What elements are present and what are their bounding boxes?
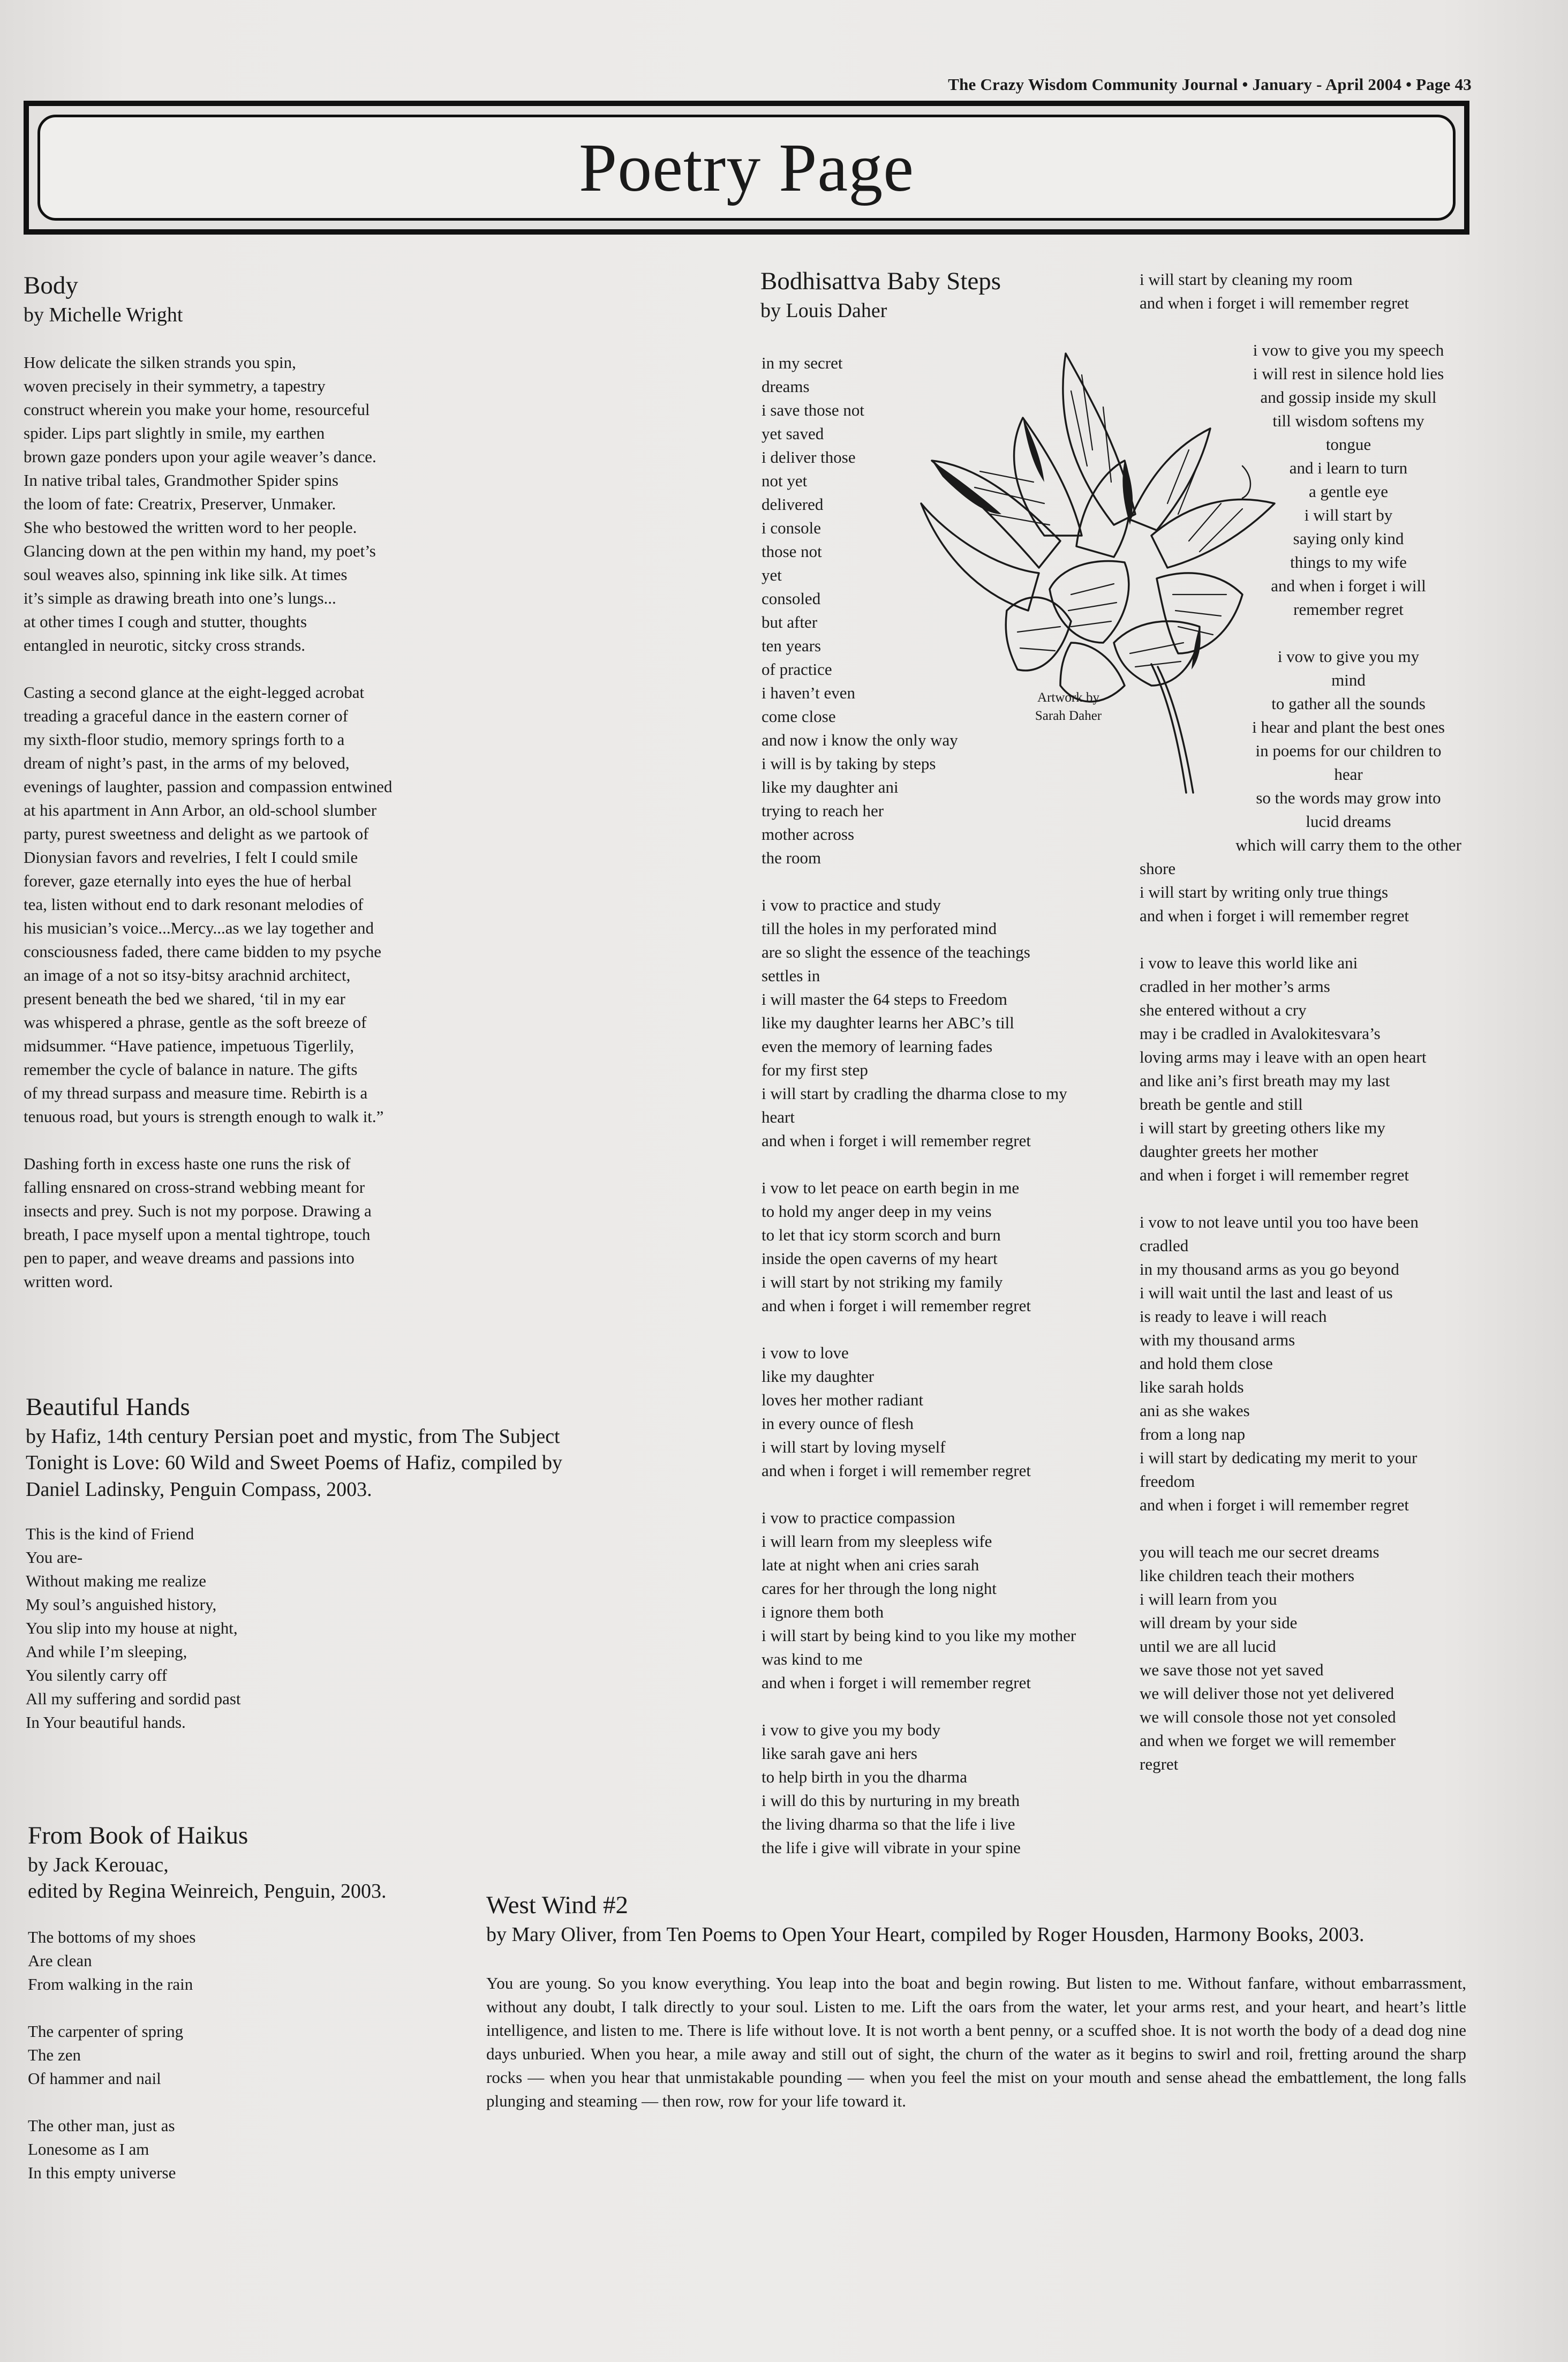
poem-line: and hold them close [1140, 1354, 1273, 1373]
poem-line: i will wait until the last and least of us [1140, 1283, 1393, 1302]
poem-line: i will start by [1304, 506, 1393, 524]
stanza-break [762, 1153, 1136, 1176]
poem-line: Daniel Ladinsky, Penguin Compass, 2003. [26, 1478, 372, 1501]
poem-line: freedom [1140, 1472, 1195, 1491]
poem-line: i will start by writing only true things [1140, 883, 1389, 901]
poem-line: i will start by cleaning my room [1140, 270, 1353, 289]
poem-line: like sarah gave ani hers [762, 1744, 917, 1763]
poem-line: may i be cradled in Avalokitesvara’s [1140, 1024, 1381, 1043]
poem-line: i hear and plant the best ones [1252, 718, 1445, 736]
poem-line: to help birth in you the dharma [762, 1767, 967, 1786]
poem-line: consoled [762, 589, 821, 608]
poem-line: i will start by being kind to you like my mother [762, 1626, 1076, 1645]
poem-line: delivered [762, 495, 824, 514]
poem-line: party, purest sweetness and delight as we partook of [24, 824, 369, 844]
page-title: Poetry Page [579, 129, 914, 206]
poem-line: heart [762, 1108, 795, 1126]
poem-line: she entered without a cry [1140, 1001, 1307, 1019]
poem-line: cradled [1140, 1236, 1189, 1255]
poem-line: and when i forget i will remember regret [1140, 294, 1409, 312]
poem-line: we save those not yet saved [1140, 1660, 1324, 1679]
poem-line: which will carry them to the other [1235, 836, 1461, 854]
poem-author: by Mary Oliver, from Ten Poems to Open Your Heart, compiled by Roger Housden, Harmony Books, 2003. [486, 1923, 1365, 1946]
poem-line: like sarah holds [1140, 1378, 1244, 1396]
poem-title: Beautiful Hands [26, 1393, 190, 1421]
poem-line: i vow to leave this world like ani [1140, 953, 1358, 972]
stanza-break [762, 1483, 1136, 1506]
poem-line: like my daughter ani [762, 778, 899, 796]
poem-line: not yet [762, 471, 808, 490]
poem-line: and when i forget i will remember regret [1140, 1165, 1409, 1184]
poem-line: with my thousand arms [1140, 1330, 1295, 1349]
poem-line: and now i know the only way [762, 731, 958, 749]
stanza-break [1140, 1517, 1525, 1540]
poem-line: evenings of laughter, passion and compassion entwined [24, 777, 393, 796]
poem-line: And while I’m sleeping, [26, 1642, 187, 1661]
poem-line: i will start by not striking my family [762, 1273, 1003, 1291]
poem-line: i haven’t even [762, 683, 856, 702]
poem-line: saying only kind [1293, 529, 1404, 548]
poem-line: falling ensnared on cross-strand webbing meant for [24, 1178, 365, 1197]
poem-line: pen to paper, and weave dreams and passions into [24, 1248, 355, 1268]
poem-line: The zen [28, 2045, 81, 2064]
poem-book-of-haikus [28, 1821, 456, 2185]
poem-line: i vow to give you my speech [1253, 341, 1444, 359]
poem-line: my sixth-floor studio, memory springs forth to a [24, 730, 345, 749]
poem-line: i ignore them both [762, 1603, 884, 1621]
poem-line: Lonesome as I am [28, 2139, 149, 2158]
poem-line: those not [762, 542, 822, 561]
poem-line: i will do this by nurturing in my breath [762, 1791, 1020, 1810]
poem-line: and when we forget we will remember [1140, 1731, 1396, 1750]
poem-line: and when i forget i will remember regret [1140, 906, 1409, 925]
poem-line: Dashing forth in excess haste one runs the risk of [24, 1154, 351, 1174]
poem-line: you will teach me our secret dreams [1140, 1543, 1379, 1561]
stanza-break [1140, 928, 1525, 951]
stanza-break [1198, 621, 1498, 645]
poem-line: settles in [762, 966, 820, 985]
poem-line: ten years [762, 636, 821, 655]
poem-line: edited by Regina Weinreich, Penguin, 2003. [28, 1880, 387, 1903]
poem-title: Bodhisattva Baby Steps [760, 267, 1001, 295]
poem-line: i will start by greeting others like my [1140, 1118, 1385, 1137]
stanza-break [762, 1695, 1136, 1718]
poem-line: and when i forget i will remember regret [762, 1131, 1031, 1150]
poem-line: i save those not [762, 401, 864, 419]
poem-line: construct wherein you make your home, resourceful [24, 400, 370, 419]
poem-line: his musician’s voice...Mercy...as we lay together and [24, 919, 374, 938]
poem-line: so the words may grow into [1256, 788, 1441, 807]
poem-line: was whispered a phrase, gentle as the soft breeze of [24, 1013, 367, 1032]
poem-line: by Jack Kerouac, [28, 1854, 169, 1877]
poem-lines-centered [1140, 338, 1498, 857]
poem-line: present beneath the bed we shared, ‘til in my ear [24, 989, 345, 1009]
poem-line: All my suffering and sordid past [26, 1689, 241, 1709]
poem-line: late at night when ani cries sarah [762, 1555, 979, 1574]
poem-line: to let that icy storm scorch and burn [762, 1225, 1001, 1244]
poem-line: i vow to practice and study [762, 896, 941, 914]
poem-line: How delicate the silken strands you spin, [24, 353, 296, 372]
poem-line: and when i forget i will [1271, 576, 1426, 595]
poem-author [26, 1424, 615, 1503]
poem-line: and when i forget i will remember regret [1140, 1495, 1409, 1514]
stanza-break [24, 657, 473, 681]
poem-line: is ready to leave i will reach [1140, 1307, 1327, 1326]
poem-line: the life i give will vibrate in your spine [762, 1838, 1021, 1857]
poem-line: Without making me realize [26, 1571, 207, 1591]
poem-line: and when i forget i will remember regret [762, 1673, 1031, 1692]
page-banner [24, 101, 1469, 235]
poem-line: Are clean [28, 1951, 92, 1970]
poem-line: i will is by taking by steps [762, 754, 936, 773]
poem-line: cradled in her mother’s arms [1140, 977, 1330, 996]
stanza-break [24, 1129, 473, 1152]
lotus-petal [1006, 597, 1071, 671]
poem-line: From walking in the rain [28, 1974, 193, 1994]
poem-line: things to my wife [1290, 553, 1407, 571]
poem-line: trying to reach her [762, 801, 884, 820]
stanza-break [28, 2090, 456, 2114]
poem-line: Artwork by [1037, 690, 1099, 705]
poem-line: even the memory of learning fades [762, 1037, 993, 1056]
poem-line: Casting a second glance at the eight-legged acrobat [24, 683, 365, 702]
poem-line: In this empty universe [28, 2163, 176, 2182]
poem-line: daughter greets her mother [1140, 1142, 1318, 1161]
poem-line: i vow to love [762, 1343, 849, 1362]
poem-line: was kind to me [762, 1650, 863, 1668]
poem-title: West Wind #2 [486, 1891, 628, 1919]
poem-line: dream of night’s past, in the arms of my beloved, [24, 754, 350, 773]
poem-line: mind [1331, 671, 1366, 689]
poem-line: we will deliver those not yet delivered [1140, 1684, 1394, 1703]
poem-line: at his apartment in Ann Arbor, an old-school slumber [24, 801, 377, 820]
poem-line: forever, gaze eternally into eyes the hue of herbal [24, 871, 352, 891]
poem-author: by Louis Daher [760, 299, 887, 322]
poem-line: i vow to practice compassion [762, 1508, 955, 1527]
lotus-petal [1014, 418, 1082, 536]
poem-line: Dionysian favors and revelries, I felt I could smile [24, 848, 358, 867]
poem-bodhisattva-header [760, 267, 1146, 324]
poem-line: to gather all the sounds [1271, 694, 1426, 713]
poem-line: My soul’s anguished history, [26, 1595, 217, 1614]
poem-line: Sarah Daher [1035, 709, 1102, 723]
poem-line: i will rest in silence hold lies [1253, 364, 1444, 383]
poem-author: by Michelle Wright [24, 304, 183, 327]
poem-title: Body [24, 272, 78, 299]
poem-line: till wisdom softens my [1272, 411, 1424, 430]
poem-line: till the holes in my perforated mind [762, 919, 997, 938]
poem-line: Of hammer and nail [28, 2068, 161, 2088]
poem-line: insects and prey. Such is not my porpose. Drawing a [24, 1201, 372, 1221]
poem-line: You silently carry off [26, 1666, 168, 1685]
poem-line: like my daughter [762, 1367, 875, 1386]
poem-line: at other times I cough and stutter, thoughts [24, 612, 307, 631]
stanza-break [762, 870, 1136, 893]
poem-line: i will start by dedicating my merit to your [1140, 1448, 1418, 1467]
poem-line: brown gaze ponders upon your agile weaver’s dance. [24, 447, 376, 467]
stanza-break [1140, 1187, 1525, 1210]
poem-line: This is the kind of Friend [26, 1524, 194, 1544]
poem-line: like children teach their mothers [1140, 1566, 1355, 1585]
poem-line: i will learn from my sleepless wife [762, 1532, 992, 1551]
poem-line: You slip into my house at night, [26, 1619, 238, 1638]
poem-line: for my first step [762, 1060, 868, 1079]
poem-line: and when i forget i will remember regret [762, 1296, 1031, 1315]
page-folio: The Crazy Wisdom Community Journal • January - April 2004 • Page 43 [948, 75, 1472, 94]
poem-line: in my thousand arms as you go beyond [1140, 1260, 1399, 1278]
poem-line: i will start by cradling the dharma close to my [762, 1084, 1067, 1103]
poem-line: The other man, just as [28, 2116, 175, 2135]
poem-line: treading a graceful dance in the eastern corner of [24, 706, 348, 726]
poem-line: loves her mother radiant [762, 1390, 924, 1409]
poem-title: From Book of Haikus [28, 1822, 248, 1849]
poem-line: lucid dreams [1306, 812, 1391, 831]
poem-line: i vow to let peace on earth begin in me [762, 1178, 1020, 1197]
poem-line: tenuous road, but yours is strength enough to walk it.” [24, 1107, 384, 1126]
poem-line: consciousness faded, there came bidden to my psyche [24, 942, 382, 961]
poem-line: the room [762, 848, 821, 867]
stanza-break [28, 1996, 456, 2020]
poem-line: yet [762, 566, 782, 584]
poem-lines [1140, 268, 1525, 315]
poem-line: breath be gentle and still [1140, 1095, 1303, 1114]
poem-line: tea, listen without end to dark resonant melodies of [24, 895, 364, 914]
poem-line: remember regret [1293, 600, 1404, 619]
poem-line: i console [762, 518, 821, 537]
poem-line: and when i forget i will remember regret [762, 1461, 1031, 1480]
poem-line: soul weaves also, spinning ink like silk. At times [24, 565, 348, 584]
poem-line: of practice [762, 660, 832, 679]
poem-line: i vow to not leave until you too have been [1140, 1213, 1419, 1231]
poem-line: mother across [762, 825, 855, 844]
poem-line: i will master the 64 steps to Freedom [762, 990, 1007, 1009]
banner-frame [37, 115, 1456, 221]
poem-line: In native tribal tales, Grandmother Spider spins [24, 471, 339, 490]
poem-line: from a long nap [1140, 1425, 1246, 1443]
poem-line: remember the cycle of balance in nature. The gifts [24, 1060, 358, 1079]
poem-line: but after [762, 613, 818, 631]
poem-body [24, 271, 473, 1293]
poem-lines [28, 1925, 456, 2185]
poem-line: i will start by loving myself [762, 1438, 946, 1456]
poem-line: The bottoms of my shoes [28, 1927, 196, 1946]
lotus-petal [1050, 561, 1129, 643]
poem-line: written word. [24, 1272, 114, 1291]
poem-bodhisattva-column-2 [1140, 268, 1525, 1776]
poem-line: In Your beautiful hands. [26, 1713, 186, 1732]
poem-line: in my secret [762, 353, 843, 372]
poem-line: the living dharma so that the life i live [762, 1815, 1015, 1833]
poem-line: a gentle eye [1308, 482, 1389, 501]
poem-line: and i learn to turn [1289, 458, 1408, 477]
poem-line: woven precisely in their symmetry, a tapestry [24, 377, 326, 396]
poem-line: She who bestowed the written word to her people. [24, 518, 357, 537]
poem-text: You are young. So you know everything. You leap into the boat and begin rowing. But listen to me. Without fanfare, without embarrassment, without any doubt, I talk directly to your soul. Listen to me. Lift the oars from the water, let your arms rest, and your heart, and heart’s little intelligence, and listen to me. There is life without love. It is not worth a bent penny, or a scuffed shoe. It is not worth the body of a dead dog nine days unburied. When you hear, a mile away and still out of sight, the churn of the water as it begins to swirl and roil, fretting around the sharp rocks — when you hear that unmistakable pounding — when you feel the mist on your mouth and sense ahead the embattlement, the long falls plunging and steaming — then row, row for your life toward it. [486, 1974, 1466, 2111]
poem-lines [24, 351, 473, 1293]
poem-line: by Hafiz, 14th century Persian poet and mystic, from The Subject [26, 1425, 560, 1448]
poem-line: You are- [26, 1548, 83, 1567]
poem-line: of my thread surpass and measure time. Rebirth is a [24, 1084, 368, 1103]
poem-line: Tonight is Love: 60 Wild and Sweet Poems of Hafiz, compiled by [26, 1451, 562, 1475]
poem-line: are so slight the essence of the teachings [762, 943, 1030, 961]
poem-line: tongue [1325, 435, 1371, 454]
poem-line: i vow to give you my [1277, 647, 1420, 666]
poem-line: ani as she wakes [1140, 1401, 1250, 1420]
poem-lines [1140, 857, 1525, 1776]
poem-line: breath, I pace myself upon a mental tightrope, touch [24, 1225, 371, 1244]
poem-line: an image of a not so itsy-bitsy arachnid architect, [24, 966, 351, 985]
poem-line: to hold my anger deep in my veins [762, 1202, 992, 1221]
poem-line: hear [1334, 765, 1363, 784]
poem-beautiful-hands [26, 1393, 615, 1734]
poem-line: like my daughter learns her ABC’s till [762, 1013, 1014, 1032]
poem-west-wind [486, 1891, 1466, 2113]
poem-author [28, 1852, 456, 1905]
poem-line: it’s simple as drawing breath into one’s lungs... [24, 589, 336, 608]
poem-line: will dream by your side [1140, 1613, 1298, 1632]
poem-line: loving arms may i leave with an open heart [1140, 1048, 1427, 1066]
poem-line: i deliver those [762, 448, 856, 467]
poem-line: Glancing down at the pen within my hand, my poet’s [24, 541, 376, 561]
poem-line: in poems for our children to [1255, 741, 1442, 760]
poem-line: i vow to give you my body [762, 1720, 941, 1739]
poem-line: i will learn from you [1140, 1590, 1277, 1608]
poem-line: until we are all lucid [1140, 1637, 1276, 1656]
stanza-break [762, 1318, 1136, 1341]
poem-line: the loom of fate: Creatrix, Preserver, Unmaker. [24, 494, 336, 514]
poem-line: and gossip inside my skull [1260, 388, 1437, 407]
poem-line: regret [1140, 1755, 1179, 1773]
poem-line: inside the open caverns of my heart [762, 1249, 998, 1268]
poem-line: spider. Lips part slightly in smile, my earthen [24, 424, 325, 443]
poem-line: in every ounce of flesh [762, 1414, 914, 1433]
poem-line: yet saved [762, 424, 824, 443]
poem-line: shore [1140, 859, 1176, 878]
poem-line: and like ani’s first breath may my last [1140, 1071, 1390, 1090]
poem-lines [26, 1522, 615, 1734]
poem-line: The carpenter of spring [28, 2021, 184, 2041]
poem-line: dreams [762, 377, 810, 396]
poem-line: come close [762, 707, 836, 726]
art-credit [1015, 689, 1122, 725]
poem-line: midsummer. “Have patience, impetuous Tigerlily, [24, 1036, 355, 1056]
poem-line: entangled in neurotic, sitcky cross strands. [24, 636, 306, 655]
poem-line: cares for her through the long night [762, 1579, 997, 1598]
poem-line: we will console those not yet consoled [1140, 1707, 1396, 1726]
